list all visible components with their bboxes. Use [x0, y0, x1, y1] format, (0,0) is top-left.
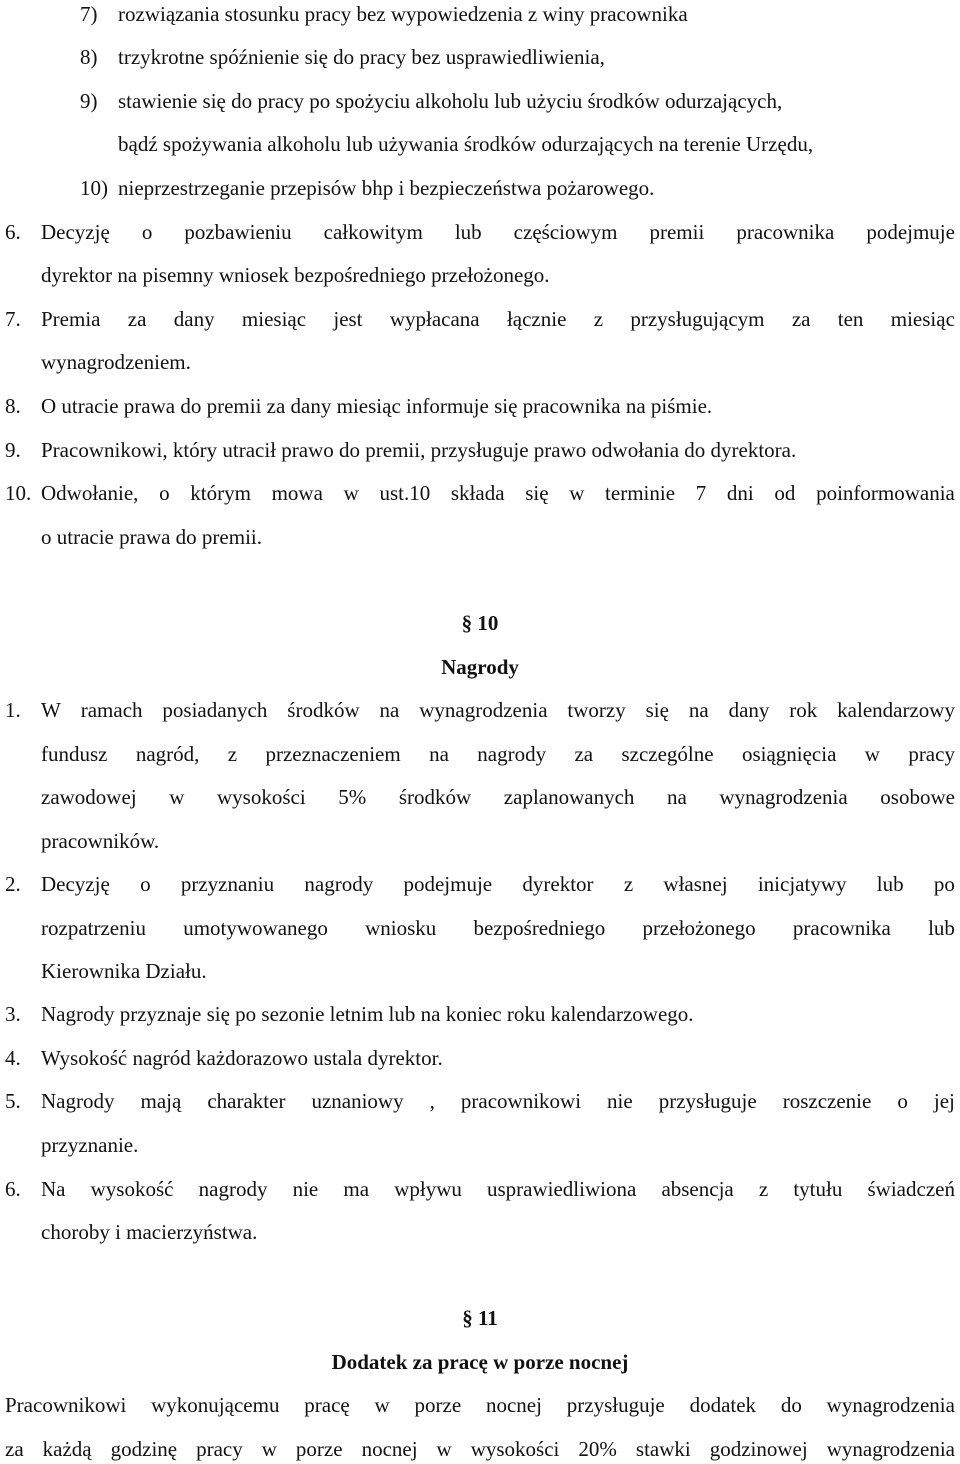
point-text: Decyzję: [41, 872, 110, 896]
word: nagrody: [198, 1177, 268, 1201]
word: do: [780, 1393, 802, 1417]
word: tytułu: [793, 1177, 843, 1201]
word: przysługuje: [658, 1089, 757, 1113]
word: w: [343, 481, 359, 505]
word: miesiąc: [890, 307, 955, 331]
word: z: [593, 307, 604, 331]
sub-item-number: 9): [80, 89, 98, 113]
point-line: [41, 871, 955, 897]
point-line: [41, 741, 955, 767]
word: porze: [414, 1393, 462, 1417]
word: stawki: [635, 1437, 691, 1461]
sub-item-text: rozwiązania stosunku pracy bez wypowiedzenia z winy pracownika: [118, 2, 688, 26]
word: mają: [140, 1089, 182, 1113]
body-text: Pracownikowi: [5, 1393, 127, 1417]
word: przeznaczeniem: [265, 742, 401, 766]
body-line: [5, 1436, 955, 1462]
point-text: zawodowej: [41, 785, 137, 809]
word: nocnej: [485, 1393, 542, 1417]
point-line: wynagrodzeniem.: [41, 350, 191, 374]
word: mowa: [271, 481, 323, 505]
point-line: pracowników.: [41, 829, 160, 853]
point-text: Odwołanie,: [41, 481, 139, 505]
point-text: fundusz: [41, 742, 108, 766]
word: wynagrodzenia: [826, 1393, 955, 1417]
word: po: [933, 872, 955, 896]
word: absencja: [661, 1177, 734, 1201]
word: dany: [173, 307, 215, 331]
point-line: [41, 915, 955, 941]
word: pracę: [304, 1393, 350, 1417]
word: wysokości: [217, 785, 306, 809]
point-number: 6.: [5, 220, 21, 244]
word: nagrody: [304, 872, 374, 896]
word: całkowitym: [323, 220, 423, 244]
word: zaplanowanych: [503, 785, 635, 809]
point-line: o utracie prawa do premii.: [41, 525, 262, 549]
word: za: [574, 742, 594, 766]
point-number: 5.: [5, 1089, 21, 1113]
word: pracownikowi: [460, 1089, 582, 1113]
body-text: za: [5, 1437, 24, 1461]
point-text: W: [41, 698, 61, 722]
word: za: [791, 307, 811, 331]
word: pracownika: [736, 220, 835, 244]
word: lub: [454, 220, 482, 244]
word: pracy: [908, 742, 955, 766]
word: przysługującym: [630, 307, 765, 331]
point-line: [41, 697, 955, 723]
word: z: [227, 742, 238, 766]
word: charakter: [207, 1089, 286, 1113]
word: wysokość: [90, 1177, 174, 1201]
word: podejmuje: [403, 872, 493, 896]
word: osiągnięcia: [741, 742, 837, 766]
sub-item-number: 8): [80, 45, 98, 69]
sub-item-number: 7): [80, 2, 98, 26]
word: wykonującemu: [151, 1393, 280, 1417]
point-number: 4.: [5, 1046, 21, 1070]
word: przysługuje: [566, 1393, 665, 1417]
word: wpływu: [394, 1177, 462, 1201]
word: roszczenie: [782, 1089, 872, 1113]
word: o: [897, 1089, 908, 1113]
word: nie: [292, 1177, 319, 1201]
word: o: [159, 481, 170, 505]
word: godzinę: [110, 1437, 178, 1461]
point-number: 8.: [5, 394, 21, 418]
word: usprawiedliwiona: [487, 1177, 637, 1201]
word: za: [127, 307, 147, 331]
point-line: [41, 480, 955, 506]
word: w: [569, 481, 585, 505]
word: 7: [695, 481, 707, 505]
word: z: [758, 1177, 769, 1201]
point-number: 10.: [5, 481, 32, 505]
point-line: Nagrody przyznaje się po sezonie letnim lub na koniec roku kalendarzowego.: [41, 1002, 694, 1026]
section-paragraph-number: § 10: [461, 611, 499, 635]
word: dni: [726, 481, 754, 505]
point-number: 2.: [5, 872, 21, 896]
word: rok: [789, 698, 818, 722]
word: nie: [607, 1089, 633, 1113]
word: pozbawieniu: [184, 220, 292, 244]
word: wynagrodzenia: [826, 1437, 955, 1461]
word: o: [140, 872, 151, 896]
point-text: Nagrody: [41, 1089, 115, 1113]
word: środków: [398, 785, 472, 809]
sub-item-text: trzykrotne spóźnienie się do pracy bez usprawiedliwienia,: [118, 45, 605, 69]
word: pracy: [196, 1437, 243, 1461]
word: świadczeń: [867, 1177, 955, 1201]
word: wniosku: [365, 916, 437, 940]
sub-item-text: stawienie się do pracy po spożyciu alkoholu lub użyciu środków odurzających,: [118, 89, 783, 113]
word: na: [379, 698, 400, 722]
section-paragraph-number: § 11: [462, 1306, 498, 1330]
point-text: Na: [41, 1177, 66, 1201]
point-line: przyznanie.: [41, 1133, 139, 1157]
word: łącznie: [506, 307, 567, 331]
sub-item-text: nieprzestrzeganie przepisów bhp i bezpieczeństwa pożarowego.: [118, 176, 655, 200]
word: w: [374, 1393, 390, 1417]
word: wynagrodzenia: [719, 785, 848, 809]
word: przełożonego: [642, 916, 756, 940]
word: 5%: [338, 785, 367, 809]
word: każdą: [42, 1437, 92, 1461]
section-title: Dodatek za pracę w porze nocnej: [331, 1350, 629, 1374]
word: wysokości: [470, 1437, 560, 1461]
point-line: [41, 1088, 955, 1114]
word: lub: [928, 916, 955, 940]
word: wypłacana: [389, 307, 480, 331]
word: nagrody: [477, 742, 547, 766]
word: nocnej: [361, 1437, 418, 1461]
word: dodatek: [689, 1393, 757, 1417]
word: pracownika: [792, 916, 891, 940]
point-number: 6.: [5, 1177, 21, 1201]
word: ramach: [80, 698, 143, 722]
word: ,: [429, 1089, 435, 1113]
word: inicjatywy: [757, 872, 847, 896]
point-line: O utracie prawa do premii za dany miesiąc informuje się pracownika na piśmie.: [41, 394, 713, 418]
word: dyrektor: [522, 872, 594, 896]
point-line: Wysokość nagród każdorazowo ustala dyrektor.: [41, 1046, 443, 1070]
word: na: [667, 785, 687, 809]
point-line: [41, 784, 955, 810]
word: jej: [933, 1089, 955, 1113]
word: terminie: [605, 481, 676, 505]
point-number: 7.: [5, 307, 21, 331]
point-line: Kierownika Działu.: [41, 959, 207, 983]
word: na: [429, 742, 449, 766]
word: się: [645, 698, 669, 722]
word: tworzy: [567, 698, 626, 722]
word: się: [525, 481, 549, 505]
word: posiadanych: [162, 698, 268, 722]
word: jest: [333, 307, 363, 331]
word: w: [169, 785, 185, 809]
word: kalendarzowy: [837, 698, 955, 722]
body-line: [5, 1392, 955, 1418]
word: bezpośredniego: [473, 916, 606, 940]
word: przyznaniu: [180, 872, 275, 896]
word: ust.10: [379, 481, 431, 505]
point-line: [41, 219, 955, 245]
word: od: [774, 481, 796, 505]
word: poinformowania: [816, 481, 955, 505]
word: w: [864, 742, 880, 766]
word: z: [623, 872, 634, 896]
word: lub: [876, 872, 904, 896]
word: premii: [649, 220, 705, 244]
word: podejmuje: [866, 220, 955, 244]
word: porze: [295, 1437, 343, 1461]
word: środków: [287, 698, 360, 722]
word: ten: [837, 307, 864, 331]
point-number: 1.: [5, 698, 21, 722]
word: w: [436, 1437, 452, 1461]
word: na: [688, 698, 709, 722]
point-number: 3.: [5, 1002, 21, 1026]
word: szczególne: [621, 742, 714, 766]
word: w: [261, 1437, 277, 1461]
point-text: Premia: [41, 307, 101, 331]
word: częściowym: [513, 220, 618, 244]
word: którym: [190, 481, 251, 505]
word: o: [141, 220, 153, 244]
point-text: rozpatrzeniu: [41, 916, 146, 940]
word: wynagrodzenia: [419, 698, 548, 722]
point-line: [41, 306, 955, 332]
word: dany: [728, 698, 770, 722]
word: miesiąc: [241, 307, 307, 331]
point-number: 9.: [5, 438, 21, 462]
point-line: Pracownikowi, który utracił prawo do premii, przysługuje prawo odwołania do dyrektora.: [41, 438, 797, 462]
point-line: dyrektor na pisemny wniosek bezpośredniego przełożonego.: [41, 263, 550, 287]
point-text: Decyzję: [41, 220, 110, 244]
section-title: Nagrody: [441, 655, 519, 679]
sub-item-number: 10): [80, 176, 108, 200]
word: nagród,: [135, 742, 200, 766]
word: 20%: [578, 1437, 617, 1461]
word: własnej: [663, 872, 728, 896]
sub-item-text: bądź spożywania alkoholu lub używania środków odurzających na terenie Urzędu,: [118, 132, 814, 156]
word: osobowe: [880, 785, 955, 809]
word: uznaniowy: [311, 1089, 404, 1113]
word: składa: [450, 481, 505, 505]
word: godzinowej: [709, 1437, 808, 1461]
point-line: choroby i macierzyństwa.: [41, 1220, 258, 1244]
word: umotywowanego: [183, 916, 328, 940]
point-line: [41, 1176, 955, 1202]
word: ma: [343, 1177, 370, 1201]
